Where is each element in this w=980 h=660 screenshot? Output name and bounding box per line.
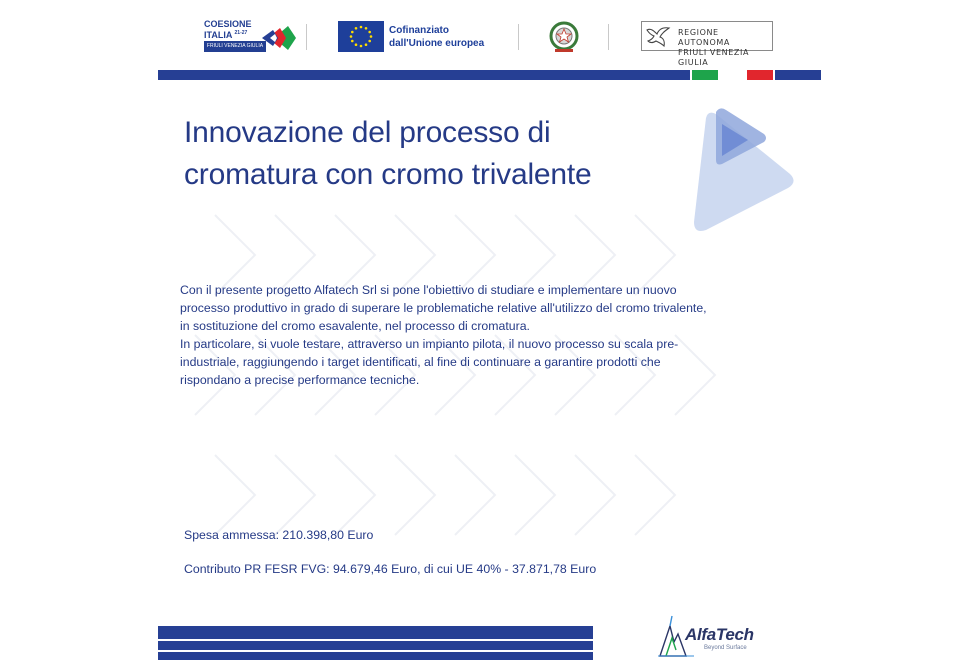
- title-line2: cromatura con cromo trivalente: [184, 158, 592, 191]
- header-stripe-white: [718, 70, 747, 80]
- separator: [518, 24, 519, 50]
- coesione-arrows-icon: [260, 22, 298, 54]
- background-pattern: [175, 195, 735, 615]
- alfatech-logo: [656, 612, 766, 658]
- region-text: [678, 28, 772, 68]
- region-fvg-logo: [641, 21, 773, 67]
- coesione-line1: COESIONE: [204, 19, 252, 29]
- coesione-tag: FRIULI VENEZIA GIULIA: [204, 41, 266, 52]
- project-description: Con il presente progetto Alfatech Srl si pone l'obiettivo di studiare e implementare un nuovo processo produttivo in grado di superare le problematiche relative all'utilizzo del cromo trivalente, in sostituzione del cromo esavalente, nel processo di cromatura. In particolare, si vuole testare, attraverso un impianto pilota, il nuovo processo su scala pre- industriale, raggiungendo i target identificati, al fine di continuare a garantire prodotti che rispondano a precise performance tecniche.: [180, 283, 707, 387]
- italian-republic-emblem-icon: [548, 19, 580, 55]
- logo-bar: [200, 16, 780, 67]
- separator: [608, 24, 609, 50]
- footer-stripe: [158, 626, 593, 639]
- brand-name: AlfaTech: [685, 625, 754, 644]
- coesione-italia-logo: [202, 20, 298, 56]
- contributo: Contributo PR FESR FVG: 94.679,46 Euro, di cui UE 40% - 37.871,78 Euro: [184, 562, 597, 576]
- eu-line1: Cofinanziato: [389, 25, 449, 36]
- fvg-eagle-icon: [645, 24, 671, 48]
- brand-tagline: Beyond Surface: [704, 645, 747, 651]
- header-stripe-red: [747, 70, 773, 80]
- footer-stripes: [158, 626, 593, 660]
- eu-line2: dall'Unione europea: [389, 38, 485, 49]
- footer-stripe: [158, 641, 593, 650]
- separator: [306, 24, 307, 50]
- coesione-line2: ITALIA $^{21-27}$: [204, 30, 248, 40]
- spesa-ammessa: Spesa ammessa: 210.398,80 Euro: [184, 528, 374, 542]
- header-stripe-navy-right: [775, 70, 821, 80]
- page-title: [184, 112, 684, 196]
- eu-cofinancing-text: [389, 24, 484, 50]
- header-stripe-green: [692, 70, 718, 80]
- footer-stripe: [158, 652, 593, 660]
- region-line2: FRIULI VENEZIA GIULIA: [678, 48, 750, 67]
- header-stripe-navy: [158, 70, 690, 80]
- title-line1: Innovazione del processo di: [184, 116, 551, 149]
- triangle-decoration-icon: [686, 104, 800, 234]
- region-line1: REGIONE AUTONOMA: [678, 28, 730, 47]
- eu-flag-icon: [338, 21, 384, 52]
